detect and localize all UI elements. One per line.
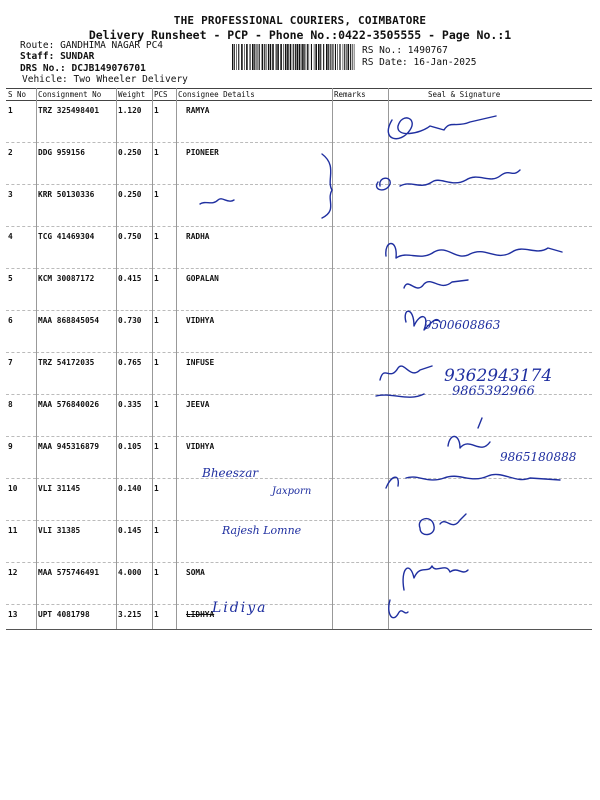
cell-pcs: 1 bbox=[152, 143, 176, 185]
col-weight: Weight bbox=[116, 89, 152, 101]
drs-value: DCJB149076701 bbox=[71, 63, 146, 74]
cell-consignment: KCM 30087172 bbox=[36, 269, 116, 311]
cell-consignment: MAA 868845054 bbox=[36, 311, 116, 353]
cell-pcs: 1 bbox=[154, 610, 159, 619]
cell-pcs: 1 bbox=[152, 353, 176, 395]
cell-weight: 0.145 bbox=[116, 521, 152, 563]
cell-sno: 6 bbox=[6, 311, 36, 353]
rs-no-label: RS No.: bbox=[362, 45, 403, 56]
cell-pcs: 1 bbox=[152, 563, 176, 605]
cell-sno: 9 bbox=[6, 437, 36, 479]
company-title: THE PROFESSIONAL COURIERS, COIMBATORE bbox=[173, 14, 427, 27]
cell-sno: 5 bbox=[6, 269, 36, 311]
cell-weight: 4.000 bbox=[116, 563, 152, 605]
cell-pcs: 1 bbox=[152, 227, 176, 269]
cell-pcs: 1 bbox=[152, 437, 176, 479]
cell-consignment: MAA 575746491 bbox=[36, 563, 116, 605]
rs-no-value: 1490767 bbox=[407, 45, 448, 56]
cell-consignee: GOPALAN bbox=[176, 269, 332, 311]
vehicle-label: Vehicle: bbox=[22, 74, 68, 85]
cell-consignment: KRR 50130336 bbox=[36, 185, 116, 227]
cell-sno: 2 bbox=[6, 143, 36, 185]
route-label: Route: bbox=[20, 40, 55, 51]
handwritten-phone: 9865392966 bbox=[452, 384, 535, 399]
cell-consignment: MAA 945316879 bbox=[36, 437, 116, 479]
cell-weight: 0.335 bbox=[116, 395, 152, 437]
handwritten-name: Jaxporn bbox=[272, 486, 312, 497]
cell-consignment: TRZ 54172035 bbox=[36, 353, 116, 395]
cell-consignee: JEEVA bbox=[176, 395, 332, 437]
cell-weight: 0.105 bbox=[116, 437, 152, 479]
cell-weight: 0.140 bbox=[116, 479, 152, 521]
cell-weight: 0.750 bbox=[116, 227, 152, 269]
cell-sno: 12 bbox=[6, 563, 36, 605]
cell-sno: 10 bbox=[6, 479, 36, 521]
cell-sno: 13 bbox=[8, 610, 18, 619]
cell-weight: 1.120 bbox=[116, 101, 152, 143]
cell-pcs: 1 bbox=[152, 479, 176, 521]
handwritten-phone: 9362943174 bbox=[444, 366, 553, 386]
col-pcs: PCS bbox=[152, 89, 176, 101]
cell-pcs: 1 bbox=[152, 521, 176, 563]
col-consignment: Consignment No bbox=[36, 89, 116, 101]
cell-consignment: VLI 31145 bbox=[36, 479, 116, 521]
cell-weight: 0.250 bbox=[116, 143, 152, 185]
cell-consignment: TCG 41469304 bbox=[36, 227, 116, 269]
col-remarks: Remarks bbox=[332, 89, 388, 101]
handwritten-phone: 9500608863 bbox=[424, 318, 501, 332]
staff-label: Staff: bbox=[20, 51, 55, 62]
handwritten-name: Lidiya bbox=[212, 600, 268, 616]
cell-sno: 8 bbox=[6, 395, 36, 437]
cell-pcs: 1 bbox=[152, 311, 176, 353]
cell-weight: 0.250 bbox=[116, 185, 152, 227]
rs-date-label: RS Date: bbox=[362, 57, 408, 68]
cell-consignee: VIDHYA bbox=[176, 437, 332, 479]
cell-consignee: RAMYA bbox=[176, 101, 332, 143]
cell-sno: 7 bbox=[6, 353, 36, 395]
cell-consignment: UPT 4081798 bbox=[38, 610, 90, 619]
cell-weight: 3.215 bbox=[118, 610, 142, 619]
staff-value: SUNDAR bbox=[60, 51, 95, 62]
cell-consignee: SOMA bbox=[176, 563, 332, 605]
cell-sno: 11 bbox=[6, 521, 36, 563]
route-value: GANDHIMA NAGAR PC4 bbox=[60, 40, 164, 51]
handwritten-name: Bheeszar bbox=[202, 466, 259, 480]
cell-consignment: VLI 31385 bbox=[36, 521, 116, 563]
runsheet-title: Delivery Runsheet - PCP - Phone No.:0422-3505555 - Page No.:1 bbox=[88, 28, 512, 42]
cell-pcs: 1 bbox=[152, 185, 176, 227]
cell-sno: 3 bbox=[6, 185, 36, 227]
col-consignee: Consignee Details bbox=[176, 89, 332, 101]
cell-weight: 0.765 bbox=[116, 353, 152, 395]
cell-pcs: 1 bbox=[152, 269, 176, 311]
cell-pcs: 1 bbox=[152, 101, 176, 143]
cell-consignee: LIDHYA bbox=[186, 610, 215, 619]
cell-consignment: TRZ 325498401 bbox=[36, 101, 116, 143]
cell-weight: 0.730 bbox=[116, 311, 152, 353]
col-signature: Seal & Signature bbox=[388, 89, 592, 101]
cell-consignment: DDG 959156 bbox=[36, 143, 116, 185]
cell-consignee: VIDHYA bbox=[176, 311, 332, 353]
cell-weight: 0.415 bbox=[116, 269, 152, 311]
cell-consignment: MAA 576840026 bbox=[36, 395, 116, 437]
cell-sno: 1 bbox=[6, 101, 36, 143]
vehicle-value: Two Wheeler Delivery bbox=[73, 74, 188, 85]
col-sno: S No bbox=[6, 89, 36, 101]
handwritten-phone: 9865180888 bbox=[500, 450, 577, 464]
cell-consignee: INFUSE bbox=[176, 353, 332, 395]
cell-consignee: PIONEER bbox=[176, 143, 332, 185]
rs-date-value: 16-Jan-2025 bbox=[413, 57, 477, 68]
cell-consignee: RADHA bbox=[176, 227, 332, 269]
cell-pcs: 1 bbox=[152, 395, 176, 437]
handwritten-name: Rajesh Lomne bbox=[222, 524, 302, 537]
drs-label: DRS No.: bbox=[20, 63, 66, 74]
cell-sno: 4 bbox=[6, 227, 36, 269]
